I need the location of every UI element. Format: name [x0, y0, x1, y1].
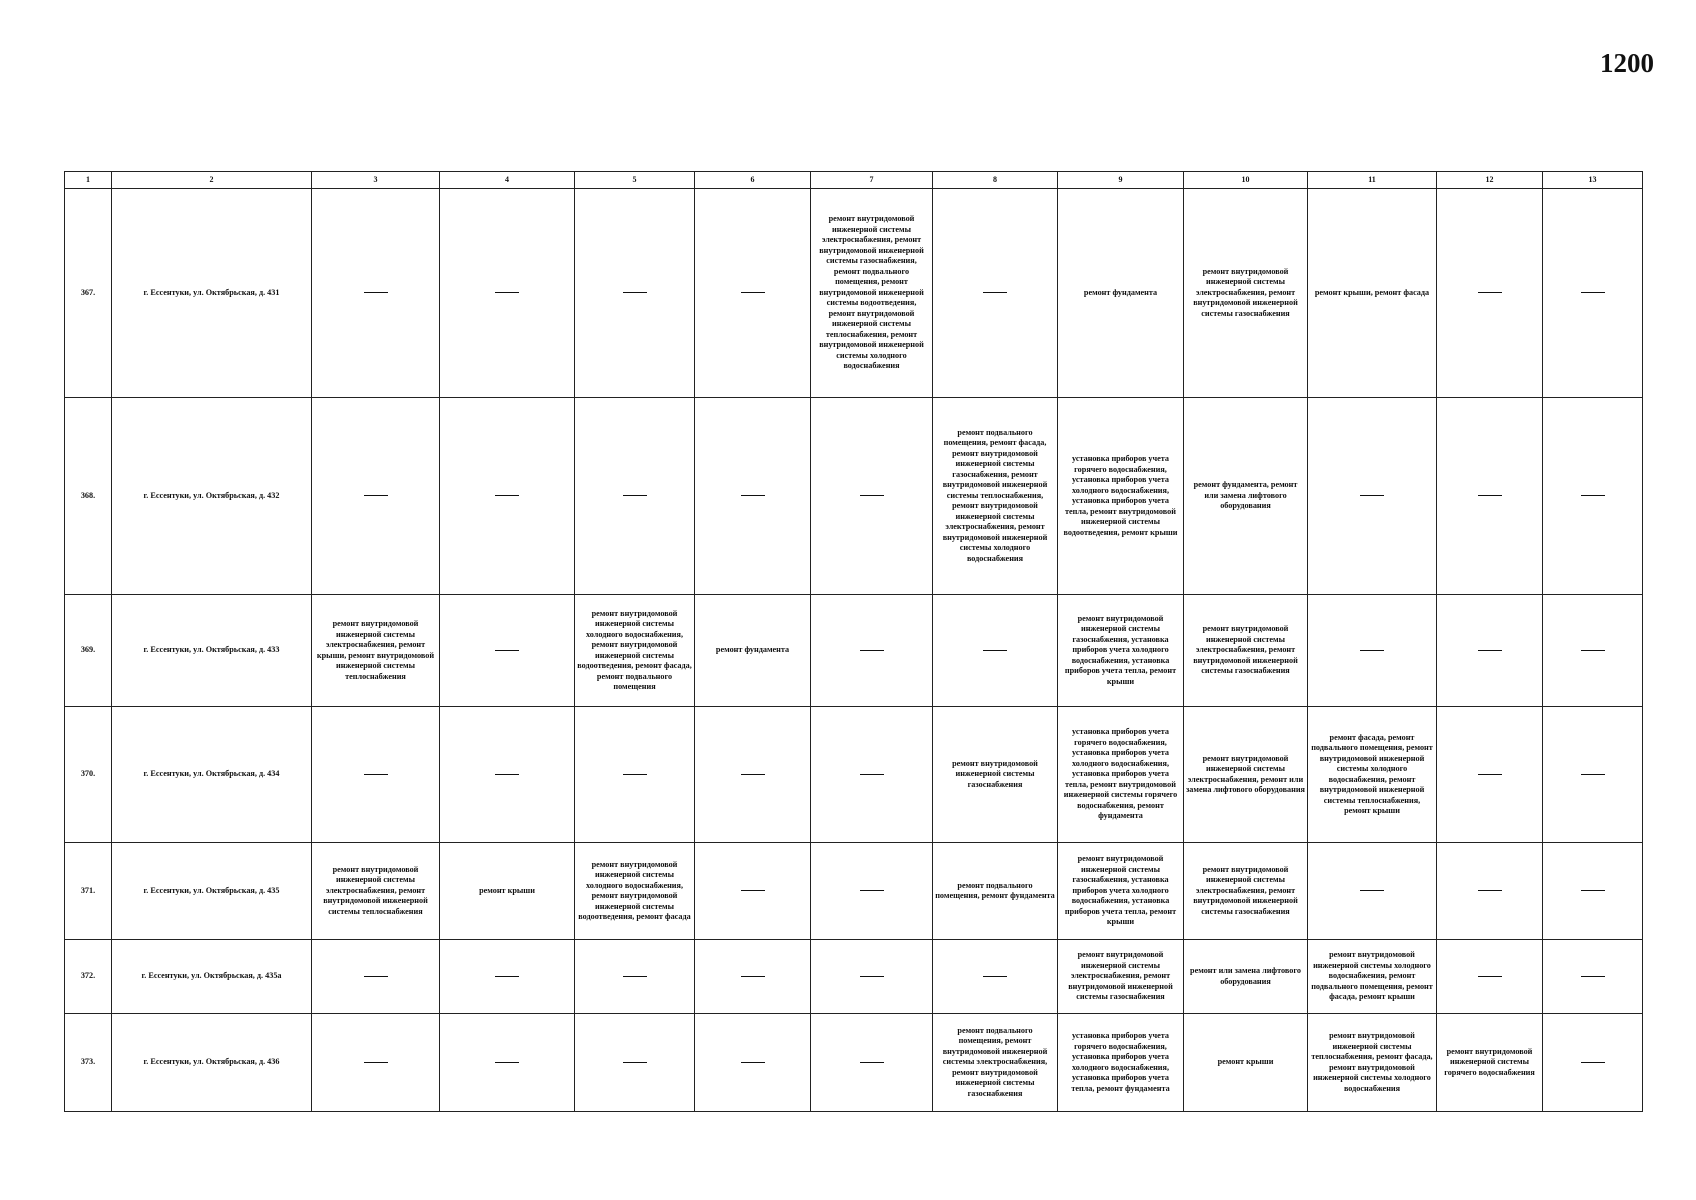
- work-cell-col-5: ремонт внутридомовой инженерной системы холодного водоснабжения, ремонт внутридомовой инженерной системы водоотведения, ремонт фасада: [575, 843, 695, 940]
- address-cell: г. Ессентуки, ул. Октябрьская, д. 433: [112, 595, 312, 707]
- table-row: [65, 398, 1643, 595]
- work-cell-col-10: ремонт внутридомовой инженерной системы электроснабжения, ремонт или замена лифтового оборудования: [1184, 707, 1308, 843]
- empty-dash: [860, 890, 884, 891]
- empty-dash: [364, 495, 388, 496]
- work-cell-col-6: ремонт фундамента: [695, 595, 811, 707]
- empty-dash: [741, 774, 765, 775]
- empty-dash: [623, 976, 647, 977]
- work-cell-col-11: [1308, 595, 1437, 707]
- table-body: [65, 189, 1643, 1112]
- address-cell: г. Ессентуки, ул. Октябрьская, д. 436: [112, 1014, 312, 1112]
- empty-dash: [1478, 495, 1502, 496]
- work-cell-col-10: ремонт внутридомовой инженерной системы электроснабжения, ремонт внутридомовой инженерной системы газоснабжения: [1184, 843, 1308, 940]
- work-cell-col-8: ремонт подвального помещения, ремонт внутридомовой инженерной системы электроснабжения, ремонт внутридомовой инженерной системы газоснабжения: [933, 1014, 1058, 1112]
- empty-dash: [983, 976, 1007, 977]
- work-cell-col-9: ремонт внутридомовой инженерной системы электроснабжения, ремонт внутридомовой инженерной системы газоснабжения: [1058, 940, 1184, 1014]
- column-header-2: 2: [112, 172, 312, 189]
- column-header-8: 8: [933, 172, 1058, 189]
- work-cell-col-4: [440, 398, 575, 595]
- column-header-9: 9: [1058, 172, 1184, 189]
- work-cell-col-9: установка приборов учета горячего водоснабжения, установка приборов учета холодного водоснабжения, установка приборов учета тепла, ремонт внутридомовой инженерной системы горячего водоснабжения, ремонт фундамента: [1058, 707, 1184, 843]
- empty-dash: [1581, 650, 1605, 651]
- work-cell-col-13: [1543, 707, 1643, 843]
- table-row: [65, 843, 1643, 940]
- empty-dash: [495, 292, 519, 293]
- work-cell-col-7: [811, 398, 933, 595]
- table-header: [65, 172, 1643, 189]
- address-cell: г. Ессентуки, ул. Октябрьская, д. 435а: [112, 940, 312, 1014]
- work-cell-col-3: [312, 940, 440, 1014]
- empty-dash: [623, 292, 647, 293]
- work-cell-col-6: [695, 843, 811, 940]
- work-cell-col-13: [1543, 189, 1643, 398]
- work-cell-col-3: [312, 398, 440, 595]
- empty-dash: [860, 774, 884, 775]
- work-cell-col-6: [695, 940, 811, 1014]
- work-cell-col-8: [933, 595, 1058, 707]
- work-cell-col-4: [440, 189, 575, 398]
- row-number: 370.: [65, 707, 112, 843]
- empty-dash: [860, 650, 884, 651]
- work-cell-col-10: ремонт или замена лифтового оборудования: [1184, 940, 1308, 1014]
- empty-dash: [983, 650, 1007, 651]
- work-cell-col-11: ремонт внутридомовой инженерной системы холодного водоснабжения, ремонт подвального помещения, ремонт фасада, ремонт крыши: [1308, 940, 1437, 1014]
- empty-dash: [860, 1062, 884, 1063]
- work-cell-col-9: установка приборов учета горячего водоснабжения, установка приборов учета холодного водоснабжения, установка приборов учета тепла, ремонт фундамента: [1058, 1014, 1184, 1112]
- work-cell-col-13: [1543, 843, 1643, 940]
- work-cell-col-6: [695, 1014, 811, 1112]
- row-number: 372.: [65, 940, 112, 1014]
- empty-dash: [623, 495, 647, 496]
- work-cell-col-12: [1437, 595, 1543, 707]
- column-header-10: 10: [1184, 172, 1308, 189]
- work-cell-col-8: [933, 189, 1058, 398]
- empty-dash: [1581, 890, 1605, 891]
- row-number: 371.: [65, 843, 112, 940]
- work-cell-col-6: [695, 707, 811, 843]
- work-cell-col-10: ремонт фундамента, ремонт или замена лифтового оборудования: [1184, 398, 1308, 595]
- work-cell-col-10: ремонт внутридомовой инженерной системы электроснабжения, ремонт внутридомовой инженерной системы газоснабжения: [1184, 189, 1308, 398]
- empty-dash: [495, 650, 519, 651]
- work-cell-col-8: ремонт подвального помещения, ремонт фундамента: [933, 843, 1058, 940]
- empty-dash: [364, 1062, 388, 1063]
- work-cell-col-13: [1543, 1014, 1643, 1112]
- column-header-11: 11: [1308, 172, 1437, 189]
- work-cell-col-5: [575, 189, 695, 398]
- column-header-4: 4: [440, 172, 575, 189]
- column-header-7: 7: [811, 172, 933, 189]
- work-cell-col-9: ремонт внутридомовой инженерной системы газоснабжения, установка приборов учета холодного водоснабжения, установка приборов учета тепла, ремонт крыши: [1058, 595, 1184, 707]
- work-cell-col-5: [575, 940, 695, 1014]
- address-cell: г. Ессентуки, ул. Октябрьская, д. 432: [112, 398, 312, 595]
- work-cell-col-3: [312, 1014, 440, 1112]
- work-cell-col-12: [1437, 398, 1543, 595]
- column-header-13: 13: [1543, 172, 1643, 189]
- table-row: [65, 189, 1643, 398]
- empty-dash: [741, 1062, 765, 1063]
- empty-dash: [1581, 1062, 1605, 1063]
- empty-dash: [1478, 890, 1502, 891]
- work-cell-col-3: [312, 707, 440, 843]
- empty-dash: [1478, 650, 1502, 651]
- empty-dash: [1581, 292, 1605, 293]
- work-cell-col-5: [575, 398, 695, 595]
- empty-dash: [741, 976, 765, 977]
- work-cell-col-8: [933, 940, 1058, 1014]
- work-cell-col-9: ремонт внутридомовой инженерной системы газоснабжения, установка приборов учета холодного водоснабжения, установка приборов учета тепла, ремонт крыши: [1058, 843, 1184, 940]
- empty-dash: [1360, 650, 1384, 651]
- empty-dash: [364, 774, 388, 775]
- column-header-5: 5: [575, 172, 695, 189]
- empty-dash: [741, 495, 765, 496]
- empty-dash: [983, 292, 1007, 293]
- work-cell-col-7: [811, 595, 933, 707]
- table-row: [65, 940, 1643, 1014]
- empty-dash: [1478, 976, 1502, 977]
- empty-dash: [1581, 774, 1605, 775]
- empty-dash: [495, 976, 519, 977]
- work-cell-col-13: [1543, 398, 1643, 595]
- empty-dash: [623, 1062, 647, 1063]
- work-cell-col-12: [1437, 843, 1543, 940]
- column-header-12: 12: [1437, 172, 1543, 189]
- row-number: 367.: [65, 189, 112, 398]
- work-cell-col-4: [440, 707, 575, 843]
- empty-dash: [1478, 292, 1502, 293]
- work-cell-col-12: [1437, 940, 1543, 1014]
- work-cell-col-11: [1308, 398, 1437, 595]
- work-cell-col-10: ремонт внутридомовой инженерной системы электроснабжения, ремонт внутридомовой инженерной системы газоснабжения: [1184, 595, 1308, 707]
- empty-dash: [1581, 495, 1605, 496]
- empty-dash: [495, 774, 519, 775]
- table-row: [65, 1014, 1643, 1112]
- work-cell-col-13: [1543, 940, 1643, 1014]
- column-header-6: 6: [695, 172, 811, 189]
- work-cell-col-10: ремонт крыши: [1184, 1014, 1308, 1112]
- empty-dash: [741, 292, 765, 293]
- work-cell-col-12: [1437, 707, 1543, 843]
- work-cell-col-5: ремонт внутридомовой инженерной системы холодного водоснабжения, ремонт внутридомовой инженерной системы водоотведения, ремонт фасада, ремонт подвального помещения: [575, 595, 695, 707]
- empty-dash: [1581, 976, 1605, 977]
- work-cell-col-5: [575, 707, 695, 843]
- empty-dash: [860, 976, 884, 977]
- work-cell-col-8: ремонт внутридомовой инженерной системы газоснабжения: [933, 707, 1058, 843]
- work-cell-col-8: ремонт подвального помещения, ремонт фасада, ремонт внутридомовой инженерной системы газоснабжения, ремонт внутридомовой инженерной системы теплоснабжения, ремонт внутридомовой инженерной системы электроснабжения, ремонт внутридомовой инженерной системы холодного водоснабжения: [933, 398, 1058, 595]
- work-cell-col-4: [440, 1014, 575, 1112]
- work-cell-col-11: ремонт внутридомовой инженерной системы теплоснабжения, ремонт фасада, ремонт внутридомовой инженерной системы холодного водоснабжения: [1308, 1014, 1437, 1112]
- work-cell-col-9: установка приборов учета горячего водоснабжения, установка приборов учета холодного водоснабжения, установка приборов учета тепла, ремонт внутридомовой инженерной системы водоотведения, ремонт крыши: [1058, 398, 1184, 595]
- work-cell-col-12: ремонт внутридомовой инженерной системы горячего водоснабжения: [1437, 1014, 1543, 1112]
- work-cell-col-4: ремонт крыши: [440, 843, 575, 940]
- empty-dash: [364, 292, 388, 293]
- work-cell-col-7: [811, 707, 933, 843]
- work-cell-col-12: [1437, 189, 1543, 398]
- work-cell-col-4: [440, 595, 575, 707]
- work-cell-col-11: ремонт крыши, ремонт фасада: [1308, 189, 1437, 398]
- work-cell-col-11: [1308, 843, 1437, 940]
- column-header-3: 3: [312, 172, 440, 189]
- work-cell-col-3: [312, 189, 440, 398]
- work-cell-col-7: [811, 1014, 933, 1112]
- work-cell-col-7: ремонт внутридомовой инженерной системы электроснабжения, ремонт внутридомовой инженерной системы газоснабжения, ремонт подвального помещения, ремонт внутридомовой инженерной системы водоотведения, ремонт внутридомовой инженерной системы теплоснабжения, ремонт внутридомовой инженерной системы холодного водоснабжения: [811, 189, 933, 398]
- work-cell-col-6: [695, 398, 811, 595]
- row-number: 369.: [65, 595, 112, 707]
- row-number: 368.: [65, 398, 112, 595]
- work-cell-col-7: [811, 940, 933, 1014]
- empty-dash: [364, 976, 388, 977]
- address-cell: г. Ессентуки, ул. Октябрьская, д. 434: [112, 707, 312, 843]
- table-row: [65, 595, 1643, 707]
- address-cell: г. Ессентуки, ул. Октябрьская, д. 431: [112, 189, 312, 398]
- work-cell-col-11: ремонт фасада, ремонт подвального помещения, ремонт внутридомовой инженерной системы холодного водоснабжения, ремонт внутридомовой инженерной системы теплоснабжения, ремонт крыши: [1308, 707, 1437, 843]
- empty-dash: [1478, 774, 1502, 775]
- column-header-1: 1: [65, 172, 112, 189]
- work-cell-col-6: [695, 189, 811, 398]
- empty-dash: [741, 890, 765, 891]
- empty-dash: [860, 495, 884, 496]
- address-cell: г. Ессентуки, ул. Октябрьская, д. 435: [112, 843, 312, 940]
- work-cell-col-7: [811, 843, 933, 940]
- empty-dash: [623, 774, 647, 775]
- empty-dash: [1360, 495, 1384, 496]
- page-number: 1200: [1600, 48, 1654, 78]
- work-cell-col-4: [440, 940, 575, 1014]
- work-cell-col-5: [575, 1014, 695, 1112]
- work-cell-col-9: ремонт фундамента: [1058, 189, 1184, 398]
- work-cell-col-3: ремонт внутридомовой инженерной системы электроснабжения, ремонт внутридомовой инженерной системы теплоснабжения: [312, 843, 440, 940]
- work-cell-col-13: [1543, 595, 1643, 707]
- repair-schedule-table: [64, 171, 1643, 1112]
- table-row: [65, 707, 1643, 843]
- empty-dash: [495, 1062, 519, 1063]
- empty-dash: [495, 495, 519, 496]
- empty-dash: [1360, 890, 1384, 891]
- row-number: 373.: [65, 1014, 112, 1112]
- work-cell-col-3: ремонт внутридомовой инженерной системы электроснабжения, ремонт крыши, ремонт внутридомовой инженерной системы теплоснабжения: [312, 595, 440, 707]
- header-row: [65, 172, 1643, 189]
